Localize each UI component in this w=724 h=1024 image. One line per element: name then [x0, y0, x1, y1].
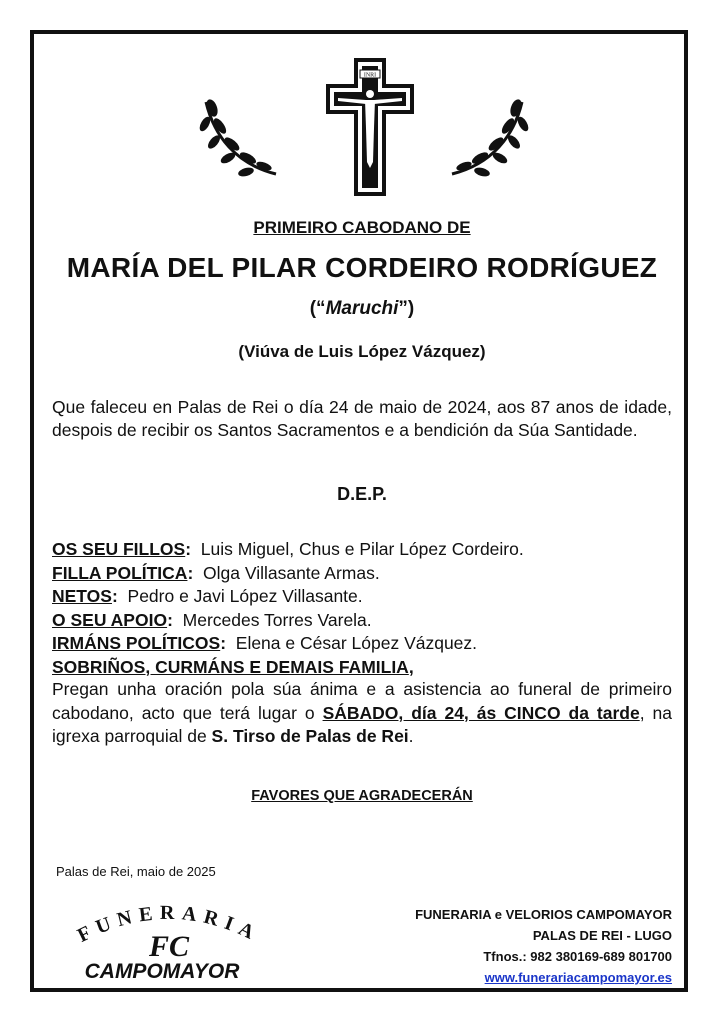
family-label: SOBRIÑOS, CURMÁNS E DEMAIS FAMILIA: [52, 656, 409, 677]
family-label: NETOS: [52, 586, 112, 606]
family-names: Mercedes Torres Varela.: [182, 609, 372, 630]
logo-bottom-word: CAMPOMAYOR: [84, 960, 240, 982]
family-label: FILLA POLÍTICA: [52, 562, 188, 583]
logo-monogram: FC: [148, 930, 190, 963]
family-row: NETOS: Pedro e Javi López Villasante.: [52, 586, 363, 606]
nickname-close: ”): [398, 298, 415, 319]
family-names: Olga Villasante Armas.: [203, 562, 380, 583]
company-website-link[interactable]: www.funerariacampomayor.es: [484, 970, 672, 985]
logo-top-word: FUNERARIA: [74, 901, 264, 947]
family-row: OS SEU FILLOS: Luis Miguel, Chus e Pilar López Cordeiro.: [52, 539, 524, 559]
nickname-open: (“: [309, 298, 326, 319]
nickname-text: Maruchi: [325, 298, 399, 319]
funeraria-campomayor-logo: [54, 896, 284, 982]
company-name: FUNERARIA e VELORIOS CAMPOMAYOR: [415, 907, 672, 922]
crucifix-icon: [326, 58, 414, 198]
laurel-branch-right-icon: [448, 96, 532, 180]
company-location: PALAS DE REI - LUGO: [532, 928, 672, 943]
laurel-branch-left-icon: [196, 96, 280, 180]
death-announcement: Que faleceu en Palas de Rei o día 24 de maio de 2024, aos 87 anos de idade, despois de recibir os Santos Sacramentos e a bendición da Súa Santidade.: [52, 397, 672, 440]
family-label: IRMÁNS POLÍTICOS: [52, 633, 221, 653]
family-row: SOBRIÑOS, CURMÁNS E DEMAIS FAMILIA,: [52, 656, 414, 677]
place-and-date: Palas de Rei, maio de 2025: [56, 864, 216, 879]
family-label: OS SEU FILLOS: [52, 539, 186, 559]
family-names: Luis Miguel, Chus e Pilar López Cordeiro.: [200, 539, 524, 559]
widow-of: (Viúva de Luis López Vázquez): [238, 342, 486, 361]
inri-label: INRI: [363, 72, 377, 79]
deceased-name: MARÍA DEL PILAR CORDEIRO RODRÍGUEZ: [66, 252, 658, 283]
family-names: Pedro e Javi López Villasante.: [127, 586, 363, 606]
dep-text: D.E.P.: [337, 484, 387, 504]
notice-heading: PRIMEIRO CABODANO DE: [253, 218, 471, 237]
family-row: FILLA POLÍTICA: Olga Villasante Armas.: [52, 562, 380, 583]
family-row: IRMÁNS POLÍTICOS: Elena e César López Vázquez.: [52, 633, 478, 653]
company-info: [415, 904, 672, 988]
deceased-nickname: [0, 298, 724, 320]
family-list: [52, 538, 672, 679]
thanks-line: FAVORES QUE AGRADECERÁN: [251, 788, 473, 804]
family-label: O SEU APOIO: [52, 609, 168, 630]
church-name: S. Tirso de Palas de Rei: [211, 726, 409, 746]
funeral-invitation: Pregan unha oración pola súa ánima e a asistencia ao funeral de primeiro cabodano, acto que terá lugar o SÁBADO, día 24, ás CINCO da tarde, na igrexa parroquial de S. Tirso de Palas de Rei.: [52, 679, 672, 746]
funeral-date-time: SÁBADO, día 24, ás CINCO da tarde: [322, 702, 640, 723]
family-row: O SEU APOIO: Mercedes Torres Varela.: [52, 609, 372, 630]
family-names: Elena e César López Vázquez.: [235, 633, 478, 653]
company-phones: Tfnos.: 982 380169-689 801700: [483, 949, 672, 964]
